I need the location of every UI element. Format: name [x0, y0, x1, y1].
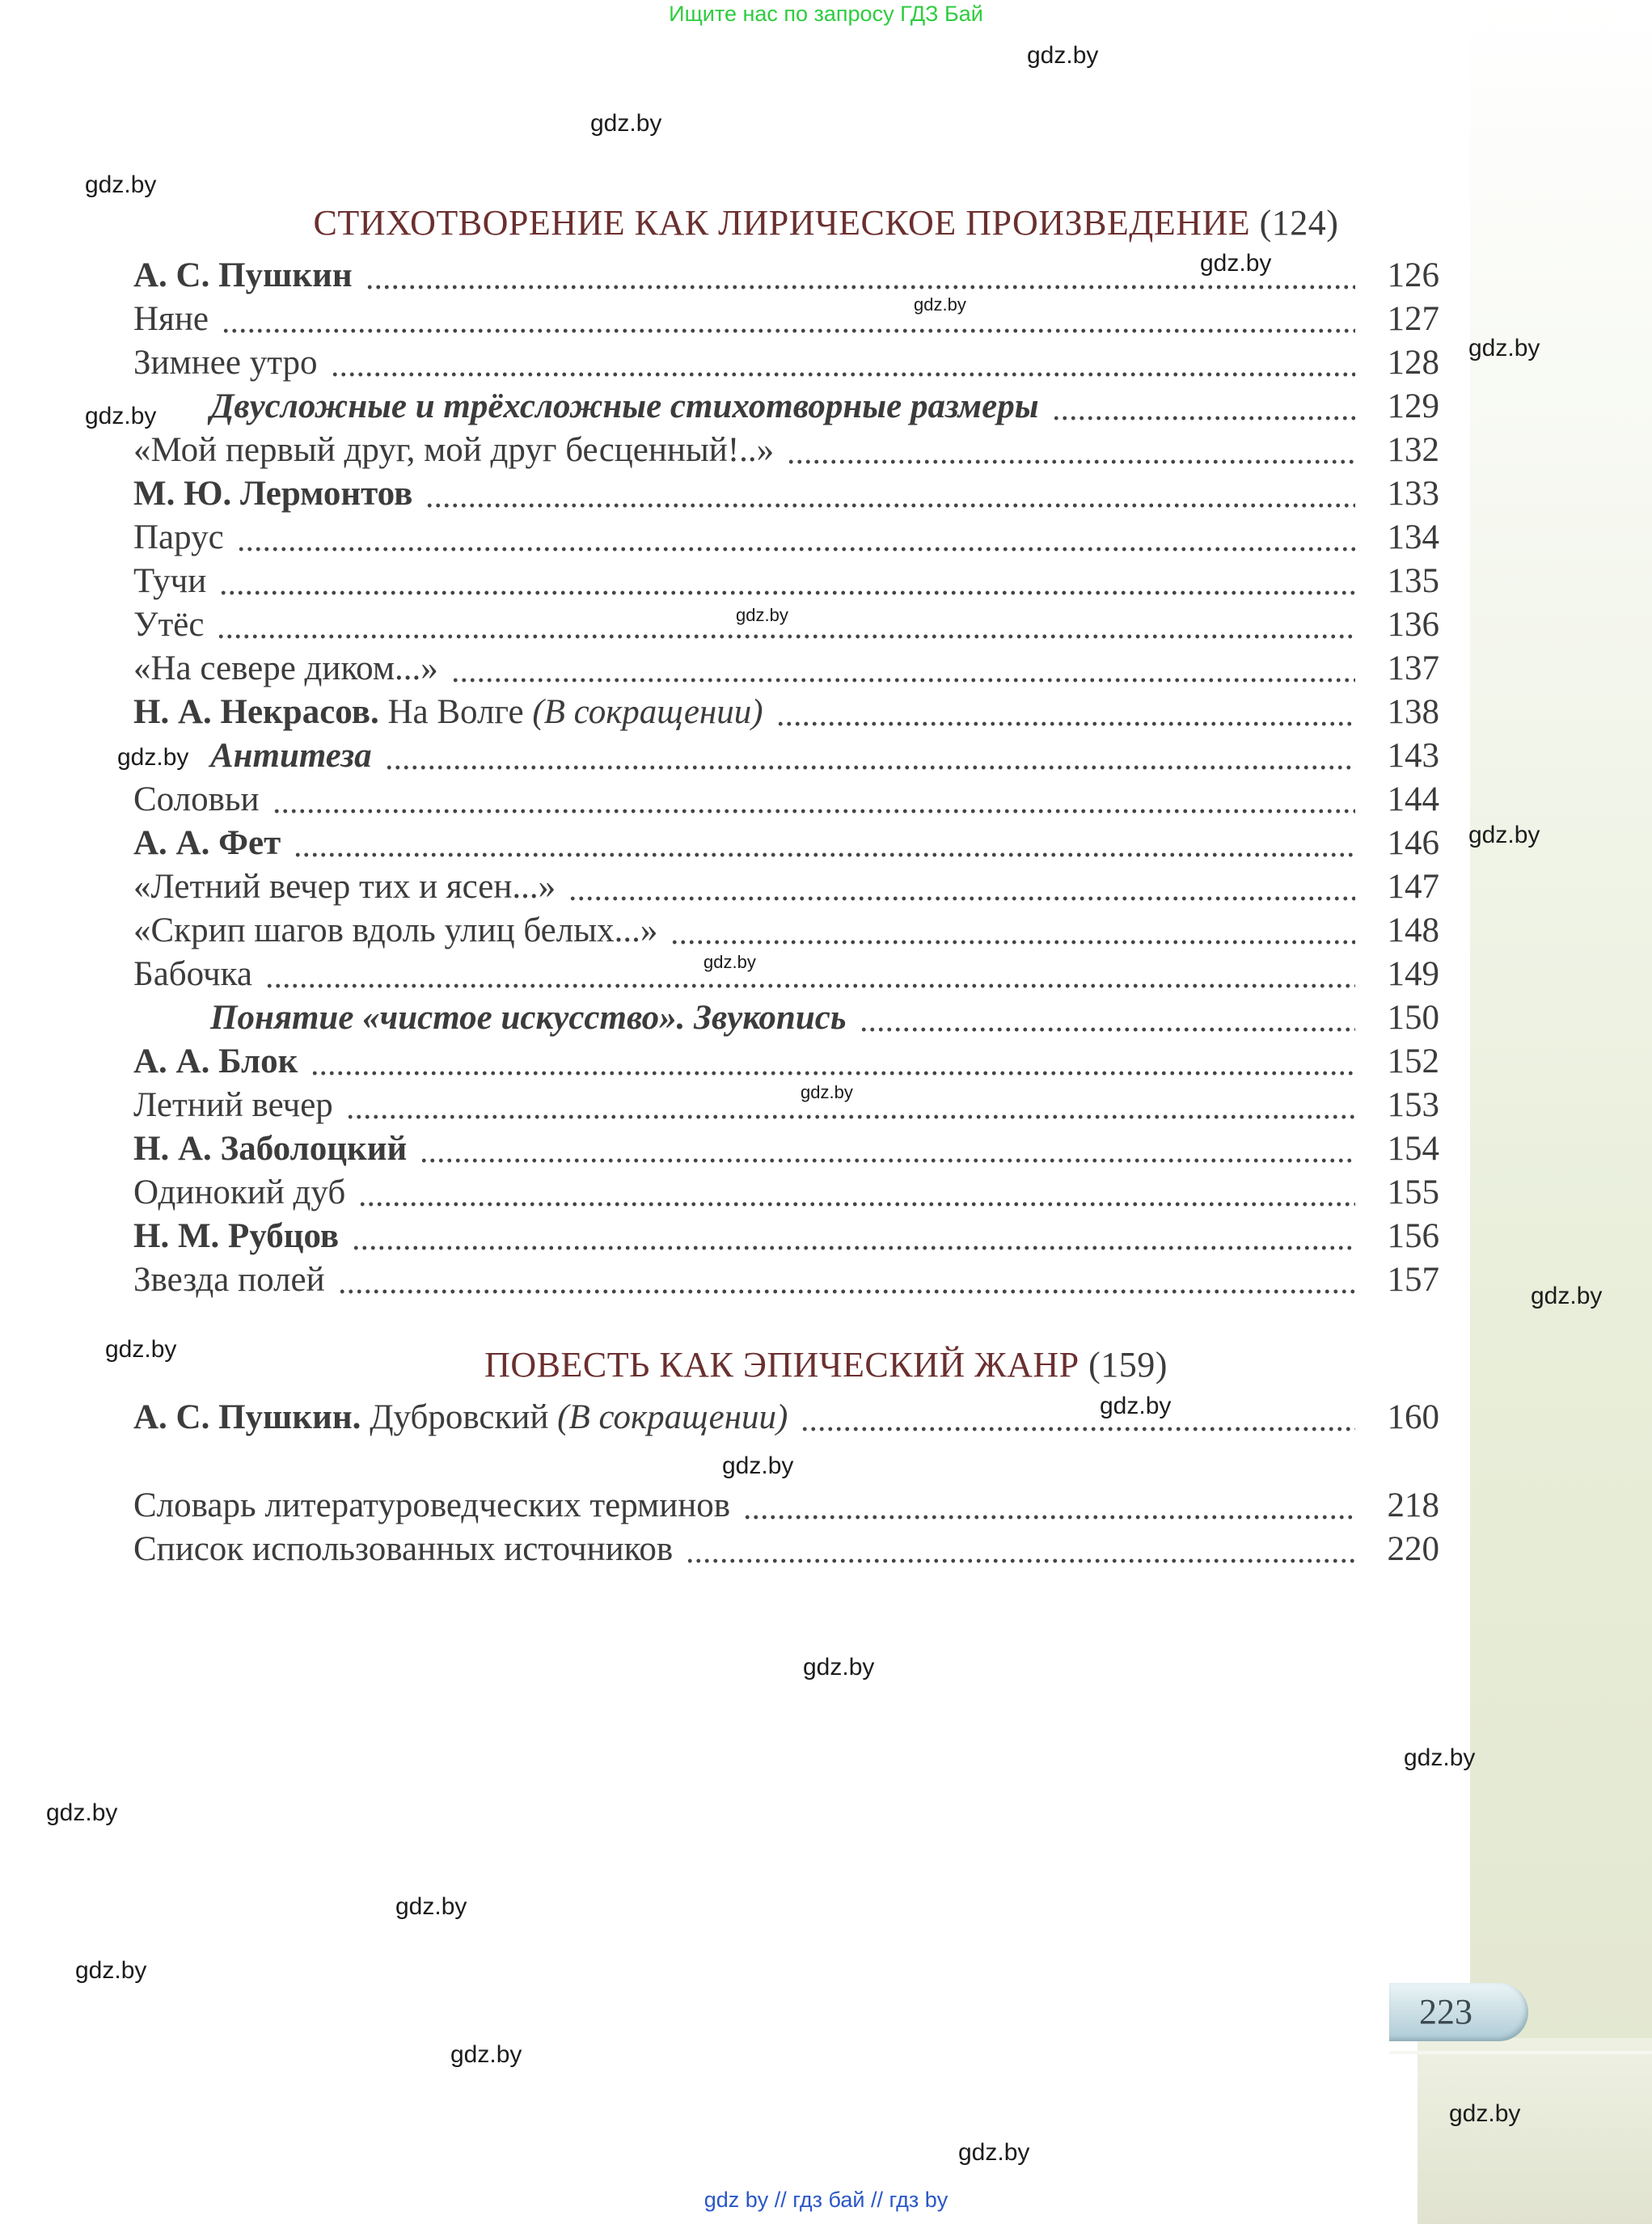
toc-entry[interactable]	[133, 1173, 1439, 1216]
watermark: gdz.by	[46, 1799, 118, 1826]
entry-page-number: 134	[1387, 518, 1439, 556]
entry-title: «Летний вечер тих и ясен...»	[133, 868, 556, 906]
entry-title: Антитеза	[210, 737, 372, 775]
toc-entry-sources[interactable]	[133, 1529, 1439, 1573]
watermark: gdz.by	[1200, 250, 1272, 277]
section-title-text: СТИХОТВОРЕНИЕ КАК ЛИРИЧЕСКОЕ ПРОИЗВЕДЕНИЕ	[313, 203, 1251, 243]
entry-page-number: 132	[1387, 431, 1439, 469]
decorative-side-panel	[1470, 0, 1652, 2224]
entry-page-number: 135	[1387, 562, 1439, 600]
entry-page-number: 160	[1387, 1398, 1439, 1436]
entry-title: А. С. Пушкин	[133, 256, 353, 294]
entry-title: «На севере диком...»	[133, 649, 438, 687]
watermark: gdz.by	[105, 1336, 177, 1363]
toc-entry[interactable]	[133, 1085, 1439, 1129]
watermark: gdz.by	[1404, 1744, 1476, 1771]
entry-title: Понятие «чистое искусство». Звукопись	[210, 999, 847, 1037]
section-title-lyric	[0, 202, 1652, 243]
dot-leader	[338, 1287, 1355, 1296]
watermark: gdz.by	[722, 1452, 794, 1479]
dot-leader	[787, 458, 1355, 466]
entry-page-number: 148	[1387, 911, 1439, 949]
toc-entry-theory[interactable]	[133, 387, 1439, 430]
dot-leader	[294, 851, 1355, 859]
watermark: gdz.by	[85, 403, 157, 429]
toc-entry[interactable]	[133, 561, 1439, 605]
entry-title: А. С. Пушкин.	[133, 1398, 361, 1436]
entry-title: Бабочка	[133, 955, 252, 993]
footer-links[interactable]: gdz by // гдз бай // гдз by	[703, 2188, 949, 2212]
watermark: gdz.by	[703, 952, 756, 972]
toc-entry-theory[interactable]	[133, 998, 1439, 1042]
watermark: gdz.by	[914, 294, 966, 315]
search-banner-link[interactable]: Ищите нас по запросу ГДЗ Бай	[669, 2, 983, 26]
entry-page-number: 143	[1387, 737, 1439, 775]
entry-title: Двусложные и трёхсложные стихотворные размеры	[210, 387, 1039, 425]
dot-leader	[352, 1244, 1355, 1252]
watermark: gdz.by	[801, 1082, 853, 1102]
toc-entry[interactable]	[133, 474, 1439, 518]
entry-page-number: 155	[1387, 1173, 1439, 1211]
toc-entry-glossary[interactable]	[133, 1486, 1439, 1529]
watermark: gdz.by	[75, 1957, 147, 1984]
entry-page-number: 126	[1387, 256, 1439, 294]
entry-page-number: 150	[1387, 999, 1439, 1037]
entry-page-number: 127	[1387, 300, 1439, 338]
toc-entry-theory[interactable]	[133, 736, 1439, 780]
toc-entry[interactable]	[133, 1129, 1439, 1173]
dot-leader	[365, 283, 1355, 291]
entry-page-number: 138	[1387, 693, 1439, 731]
entry-title: Тучи	[133, 562, 207, 600]
watermark: gdz.by	[958, 2139, 1030, 2166]
toc-entry[interactable]	[133, 343, 1439, 387]
entry-title: Няне	[133, 300, 209, 338]
entry-page-number: 133	[1387, 475, 1439, 513]
dot-leader	[420, 1156, 1355, 1165]
toc-entry[interactable]	[133, 867, 1439, 911]
dot-leader	[217, 632, 1355, 641]
entry-page-number: 137	[1387, 649, 1439, 687]
dot-leader	[265, 982, 1355, 990]
toc-entry[interactable]	[133, 780, 1439, 823]
entry-title: Соловьи	[133, 780, 260, 818]
section-start-page: (159)	[1088, 1345, 1168, 1385]
dot-leader	[860, 1025, 1356, 1034]
entry-title: Зимнее утро	[133, 344, 318, 382]
entry-title: Список использованных источников	[133, 1530, 674, 1568]
watermark: gdz.by	[1468, 335, 1540, 362]
toc-entry[interactable]	[133, 1216, 1439, 1260]
toc-entry[interactable]	[133, 823, 1439, 867]
page-number: 223	[1419, 1992, 1472, 2032]
dot-leader	[1052, 414, 1355, 422]
toc-entry[interactable]	[133, 692, 1439, 736]
dot-leader	[425, 501, 1355, 509]
dot-leader	[451, 676, 1355, 684]
watermark: gdz.by	[803, 1654, 875, 1681]
entry-title: Н. А. Некрасов.	[133, 693, 379, 731]
toc-entry[interactable]	[133, 1260, 1439, 1304]
watermark: gdz.by	[450, 2041, 522, 2068]
entry-title: Звезда полей	[133, 1261, 325, 1299]
watermark: gdz.by	[1027, 42, 1099, 69]
entry-page-number: 149	[1387, 955, 1439, 993]
toc-entry[interactable]	[133, 1397, 1439, 1441]
watermark: gdz.by	[736, 605, 788, 625]
toc-entry[interactable]	[133, 1042, 1439, 1085]
dot-leader	[568, 894, 1355, 903]
entry-title: Парус	[133, 518, 224, 556]
toc-entry[interactable]	[133, 518, 1439, 561]
section-start-page: (124)	[1259, 203, 1339, 243]
divider-line	[1389, 2051, 1652, 2054]
section-title-epic	[0, 1344, 1652, 1385]
entry-page-number: 152	[1387, 1042, 1439, 1080]
watermark: gdz.by	[1531, 1283, 1603, 1309]
dot-leader	[219, 589, 1355, 597]
watermark: gdz.by	[85, 171, 157, 198]
dot-leader	[670, 938, 1355, 946]
entry-title: М. Ю. Лермонтов	[133, 475, 413, 513]
entry-title: А. А. Блок	[133, 1042, 298, 1080]
watermark: gdz.by	[117, 744, 189, 771]
toc-entry[interactable]	[133, 649, 1439, 692]
entry-title: (В сокращении)	[532, 693, 763, 731]
entry-page-number: 146	[1387, 824, 1439, 862]
entry-page-number: 156	[1387, 1217, 1439, 1255]
entry-title: «Скрип шагов вдоль улиц белых...»	[133, 911, 658, 949]
entry-title: Летний вечер	[133, 1086, 333, 1124]
dot-leader	[358, 1200, 1355, 1208]
entry-page-number: 154	[1387, 1130, 1439, 1168]
watermark: gdz.by	[590, 110, 662, 137]
dot-leader	[273, 807, 1356, 815]
watermark: gdz.by	[1100, 1393, 1172, 1419]
entry-title: (В сокращении)	[557, 1398, 788, 1436]
watermark: gdz.by	[1468, 822, 1540, 848]
watermark: gdz.by	[1449, 2100, 1521, 2127]
toc-entry[interactable]	[133, 430, 1439, 474]
toc-entry[interactable]	[133, 299, 1439, 343]
entry-title: Дубровский	[361, 1398, 558, 1436]
entry-page-number: 157	[1387, 1261, 1439, 1299]
dot-leader	[237, 545, 1355, 553]
entry-title: Утёс	[133, 606, 205, 644]
dot-leader	[385, 763, 1355, 772]
entry-title: Н. А. Заболоцкий	[133, 1130, 408, 1168]
entry-page-number: 220	[1387, 1530, 1439, 1568]
dot-leader	[311, 1069, 1355, 1077]
dot-leader	[331, 370, 1355, 378]
entry-page-number: 144	[1387, 780, 1439, 818]
entry-title: Словарь литературоведческих терминов	[133, 1486, 731, 1524]
toc-entry[interactable]	[133, 911, 1439, 954]
entry-title: Н. М. Рубцов	[133, 1217, 340, 1255]
entry-title: Одинокий дуб	[133, 1173, 346, 1211]
toc-entry[interactable]	[133, 954, 1439, 998]
entry-title: А. А. Фет	[133, 824, 281, 862]
entry-page-number: 136	[1387, 606, 1439, 644]
entry-title: «Мой первый друг, мой друг бесценный!..»	[133, 431, 775, 469]
dot-leader	[346, 1113, 1355, 1121]
dot-leader	[743, 1513, 1355, 1521]
entry-page-number: 128	[1387, 344, 1439, 382]
entry-page-number: 153	[1387, 1086, 1439, 1124]
dot-leader	[776, 720, 1355, 728]
section-title-text: ПОВЕСТЬ КАК ЭПИЧЕСКИЙ ЖАНР	[484, 1345, 1080, 1385]
entry-page-number: 129	[1387, 387, 1439, 425]
watermark: gdz.by	[395, 1893, 467, 1920]
entry-page-number: 147	[1387, 868, 1439, 906]
dot-leader	[222, 327, 1355, 335]
dot-leader	[801, 1425, 1355, 1433]
entry-page-number: 218	[1387, 1486, 1439, 1524]
entry-title: На Волге	[378, 693, 533, 731]
dot-leader	[686, 1557, 1355, 1565]
